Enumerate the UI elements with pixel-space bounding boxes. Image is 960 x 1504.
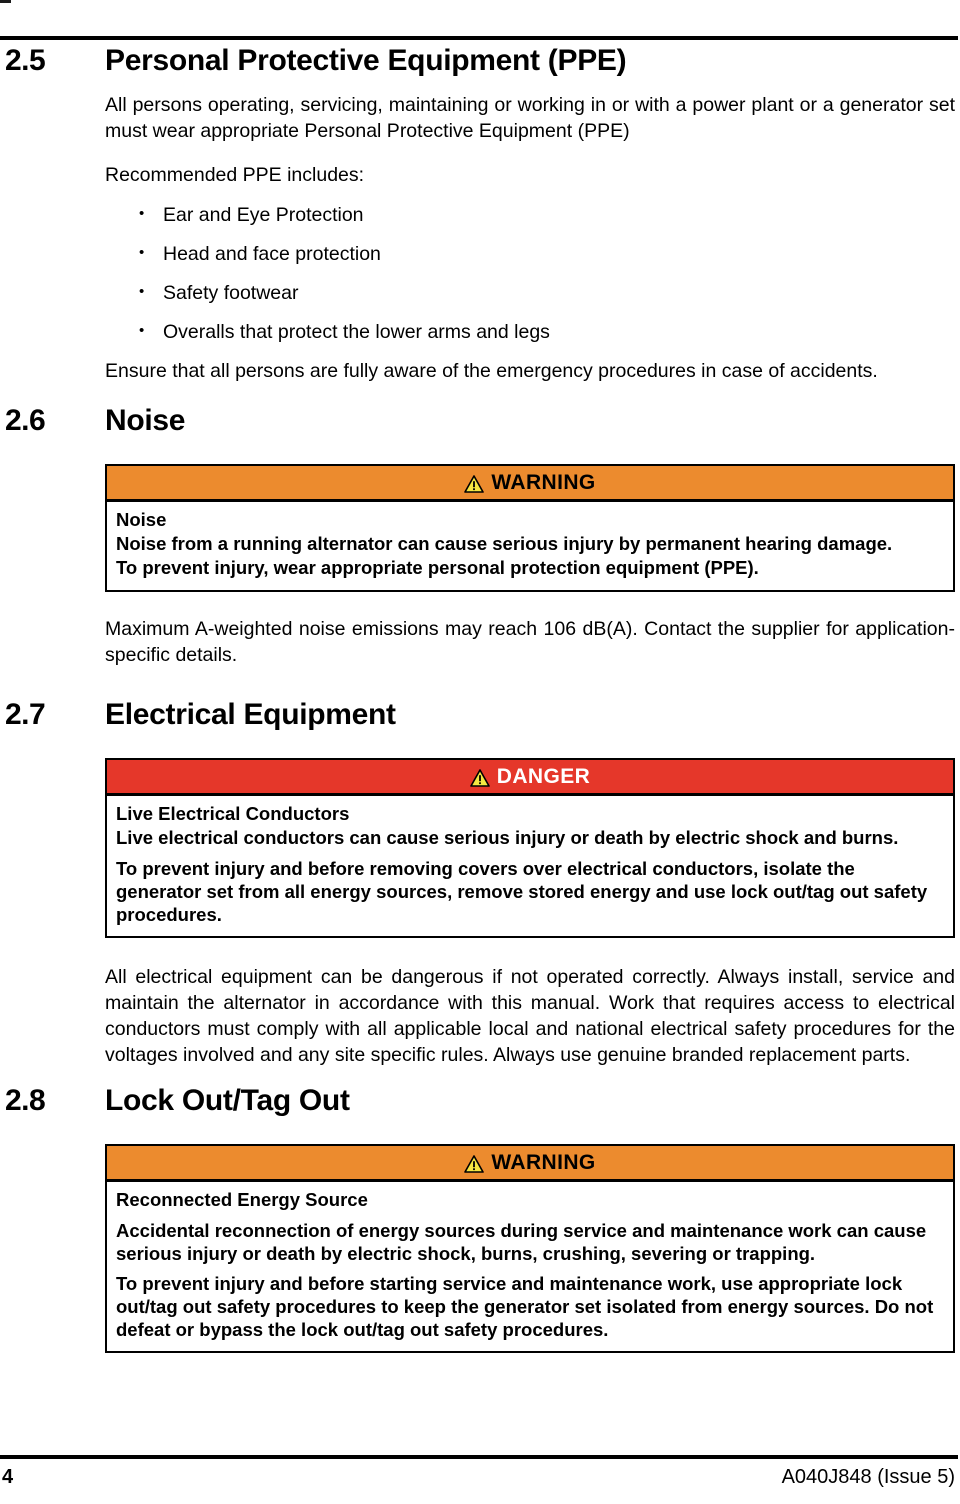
- section-number: 2.5: [5, 44, 46, 77]
- section-body: [105, 964, 955, 1068]
- list-item: • Overalls that protect the lower arms and legs: [105, 319, 955, 345]
- footer-document-reference: A040J848 (Issue 5): [781, 1466, 955, 1488]
- list-intro: Recommended PPE includes:: [105, 164, 365, 186]
- section-2-7: [0, 698, 960, 1068]
- alert-header-bar: [107, 1146, 953, 1182]
- section-title: Noise: [105, 404, 186, 437]
- alert-line: Live electrical conductors can cause serious injury or death by electric shock and burns.: [116, 827, 899, 848]
- header-rule: [0, 36, 958, 40]
- section-title: Lock Out/Tag Out: [105, 1084, 350, 1117]
- section-heading: [0, 1084, 960, 1118]
- alert-line: Accidental reconnection of energy sources during service and maintenance work can cause serious injury or death by electric shock, burns, crushing, severing or trapping.: [116, 1220, 927, 1264]
- danger-alert-electrical: [105, 758, 955, 938]
- section-title: Personal Protective Equipment (PPE): [105, 44, 627, 77]
- list-item: • Head and face protection: [105, 241, 955, 267]
- after-alert-paragraph: Maximum A-weighted noise emissions may reach 106 dB(A). Contact the supplier for application-specific details.: [105, 618, 955, 666]
- list-item: • Ear and Eye Protection: [105, 202, 955, 228]
- section-number: 2.8: [5, 1084, 46, 1117]
- section-heading: [0, 698, 960, 732]
- section-number: 2.6: [5, 404, 46, 437]
- section-2-6: [0, 404, 960, 668]
- section-body: [105, 616, 955, 668]
- closing-paragraph: Ensure that all persons are fully aware of the emergency procedures in case of accidents.: [105, 360, 878, 382]
- section-number: 2.7: [5, 698, 46, 731]
- intro-paragraph: All persons operating, servicing, maintaining or working in or with a power plant or a generator set must wear appropriate Personal Protective Equipment (PPE): [105, 94, 955, 142]
- ppe-list: [105, 202, 955, 345]
- scan-artifact: [0, 0, 11, 3]
- section-heading: [0, 404, 960, 438]
- alert-line: To prevent injury, wear appropriate personal protection equipment (PPE).: [116, 557, 759, 578]
- alert-label: WARNING: [491, 1150, 596, 1174]
- alert-body: [107, 796, 953, 936]
- alert-header-bar: [107, 760, 953, 796]
- alert-body: [107, 502, 953, 590]
- page-content: [0, 44, 960, 1353]
- section-title: Electrical Equipment: [105, 698, 396, 731]
- alert-heading: Reconnected Energy Source: [116, 1189, 368, 1210]
- section-2-8: [0, 1084, 960, 1353]
- warning-triangle-icon: [464, 475, 484, 493]
- alert-label: DANGER: [496, 764, 591, 788]
- page-footer: [0, 1466, 955, 1489]
- footer-page-number: 4: [2, 1466, 14, 1488]
- warning-triangle-icon: [464, 1155, 484, 1173]
- alert-header-bar: [107, 466, 953, 502]
- list-item: • Safety footwear: [105, 280, 955, 306]
- after-alert-paragraph: All electrical equipment can be dangerous if not operated correctly. Always install, service and maintain the alternator in accordance with this manual. Work that requires access to electrical conductors must comply with all applicable local and national electrical safety procedures for the voltages involved and any site specific rules. Always use genuine branded replacement parts.: [105, 966, 955, 1066]
- alert-line: To prevent injury and before starting service and maintenance work, use appropriate lock out/tag out safety procedures to keep the generator set isolated from energy sources. Do not defeat or bypass the lock out/tag out safety procedures.: [116, 1273, 934, 1340]
- alert-heading: Noise: [116, 509, 167, 530]
- section-2-5: [0, 44, 960, 384]
- warning-triangle-icon: [470, 769, 490, 787]
- warning-alert-noise: [105, 464, 955, 592]
- alert-body: [107, 1182, 953, 1351]
- section-body: [105, 92, 955, 384]
- footer-rule: [0, 1455, 958, 1459]
- alert-heading: Live Electrical Conductors: [116, 803, 350, 824]
- alert-line: Noise from a running alternator can cause serious injury by permanent hearing damage.: [116, 533, 893, 554]
- alert-label: WARNING: [491, 470, 596, 494]
- section-heading: [0, 44, 960, 78]
- warning-alert-lockout: [105, 1144, 955, 1353]
- alert-line: To prevent injury and before removing covers over electrical conductors, isolate the generator set from all energy sources, remove stored energy and use lock out/tag out safety procedures.: [116, 858, 928, 925]
